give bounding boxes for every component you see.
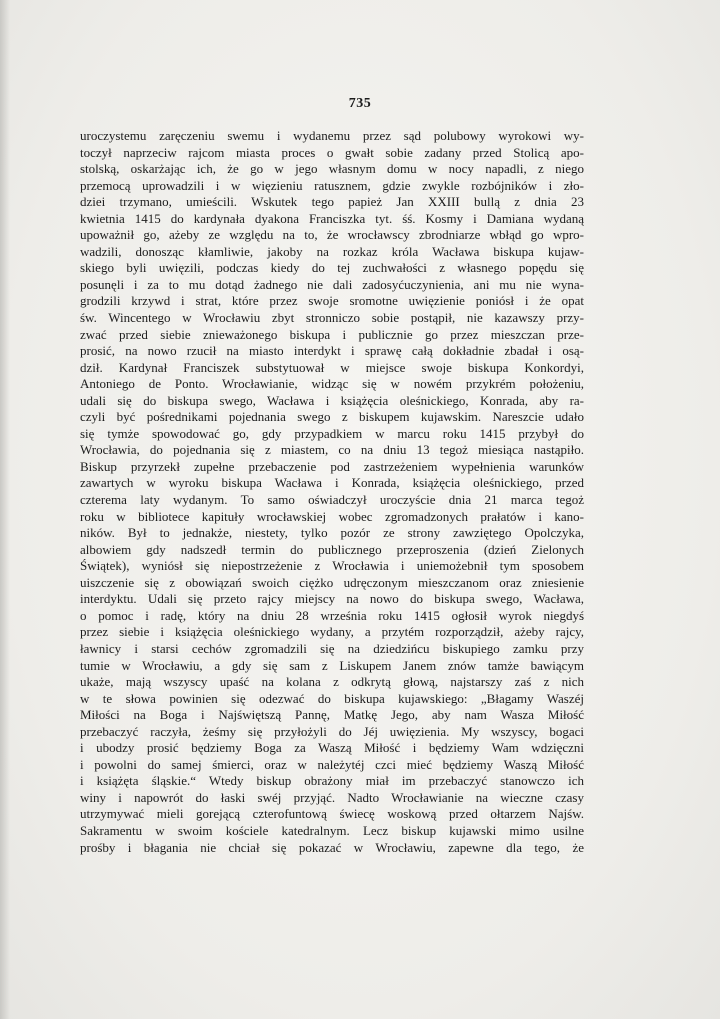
text-line: ławnicy i starsi cechów zgromadzili się na dziedzińcu biskupiego zamku przy <box>80 640 584 656</box>
text-line: ukaże, mają wszyscy upaść na kolana z odkrytą głową, najstarszy zaś z nich <box>80 674 584 690</box>
text-line: Świątek), wyniósł się niepostrzeżenie z Wrocławia i uniemożebnił tym sposobem <box>80 558 584 574</box>
text-line: roku w bibliotece kapituły wrocławskiej wobec zgromadzonych prałatów i kano- <box>80 508 584 524</box>
text-line: interdyktu. Udali się przeto rajcy miejscy na nowo do biskupa swego, Wacława, <box>80 591 584 607</box>
text-line: zwać przed siebie znieważonego biskupa i publicznie go przez mieszczan prze- <box>80 326 584 342</box>
text-line: czterema laty wydanym. To samo oświadczył uroczyście dnia 21 marca tegoż <box>80 492 584 508</box>
text-line: się tymże spowodować go, gdy przypadkiem w marcu roku 1415 przybył do <box>80 425 584 441</box>
text-line: albowiem gdy nadszedł termin do publicznego przeproszenia (dzień Zielonych <box>80 541 584 557</box>
text-line: Antoniego de Ponto. Wrocławianie, widząc się w nowém przykrém położeniu, <box>80 376 584 392</box>
text-line: dził. Kardynał Franciszek substytuował w miejsce swoje biskupa Konkordyi, <box>80 359 584 375</box>
text-line: prosić, na nowo rzucił na miasto interdykt i sprawę całą dokładnie zbadał i osą- <box>80 343 584 359</box>
text-line: dziei trzymano, umieścili. Wskutek tego papież Jan XXIII bullą z dnia 23 <box>80 194 584 210</box>
text-line: skiego byli uwięzili, podczas kiedy do tej zuchwałości z własnego popędu się <box>80 260 584 276</box>
text-line: Miłości na Boga i Najświętszą Pannę, Matkę Jego, aby nam Wasza Miłość <box>80 707 584 723</box>
text-line: o pomoc i radę, który na dniu 28 września roku 1415 ogłosił wyrok niegdyś <box>80 607 584 623</box>
text-line: Sakramentu w swoim kościele katedralnym. Lecz biskup kujawski mimo usilne <box>80 822 584 838</box>
text-line: Biskup przyrzekł zupełne przebaczenie pod zastrzeżeniem wypełnienia warunków <box>80 458 584 474</box>
text-line: Wrocławia, do pojednania się z miastem, co na dniu 13 tegoż miesiąca nastąpiło. <box>80 442 584 458</box>
text-line: czyli być pośrednikami pojednania swego z biskupem kujawskim. Nareszcie udało <box>80 409 584 425</box>
text-line: i ubodzy prosić będziemy Boga za Waszą Miłość i będziemy Wam wdzięczni <box>80 740 584 756</box>
text-line: ników. Był to jednakże, niestety, tylko pozór ze strony zawziętego Opolczyka, <box>80 525 584 541</box>
text-line: upoważnił go, ażeby ze względu na to, że wrocławscy zbrodniarze wbłąd go wpro- <box>80 227 584 243</box>
text-line: i książęta śląskie.“ Wtedy biskup obrażony miał im przebaczyć stanowczo ich <box>80 773 584 789</box>
text-line: św. Wincentego w Wrocławiu zbyt stronniczo sobie postąpił, nie kazawszy przy- <box>80 310 584 326</box>
text-line: tumie w Wrocławiu, a gdy się sam z Liskupem Janem znów tamże bawiącym <box>80 657 584 673</box>
text-line: stolską, oskarżając ich, że go w jego własnym domu w nocy napadli, z niego <box>80 161 584 177</box>
text-line: przez siebie i książęcia oleśnickiego wydany, a przytém rozporządził, ażeby rajcy, <box>80 624 584 640</box>
page-gutter-shadow <box>0 0 10 1019</box>
text-line: toczył naprzeciw rajcom miasta proces o gwałt sobie zadany przed Stolicą apo- <box>80 144 584 160</box>
text-line: utrzymywać mieli gorejącą czterofuntową świecę woskową przed ołtarzem Najśw. <box>80 806 584 822</box>
page-number: 735 <box>348 96 372 111</box>
text-line: winy i napowrót do łaski swéj przyjąć. Nadto Wrocławianie na wieczne czasy <box>80 789 584 805</box>
text-line: i powolni do samej śmierci, oraz w należytéj czci mieć będziemy Waszą Miłość <box>80 756 584 772</box>
text-line: przemocą uprowadzili i w więzieniu ratusznem, gdzie zwykle rozbójników i zło- <box>80 177 584 193</box>
text-line: zawartych w wyroku biskupa Wacława i Konrada, książęcia oleśnickiego, przed <box>80 475 584 491</box>
text-line: grodzili krzywd i strat, które przez swoje sromotne uwięzienie poniósł i że opat <box>80 293 584 309</box>
text-line: w te słowa powinien się odezwać do biskupa kujawskiego: „Błagamy Waszéj <box>80 690 584 706</box>
text-line: prośby i błagania nie chciał się pokazać w Wrocławiu, zapewne dla tego, że <box>80 839 584 855</box>
text-line: posunęli i za to mu dotąd żadnego nie dali zadosyćuczynienia, ani mu nie wyna- <box>80 276 584 292</box>
text-line: udali się do biskupa swego, Wacława i książęcia oleśnickiego, Konrada, aby ra- <box>80 392 584 408</box>
text-line: uroczystemu zaręczeniu swemu i wydanemu przez sąd polubowy wyrokowi wy- <box>80 128 584 143</box>
body-text <box>80 128 584 856</box>
text-line: wadzili, donosząc kłamliwie, jakoby na rozkaz króla Wacława biskupa kujaw- <box>80 243 584 259</box>
text-line: kwietnia 1415 do kardynała dyakona Franciszka tyt. śś. Kosmy i Damiana wydaną <box>80 210 584 226</box>
text-line: uiszczenie się z obowiązań swoich ciężko udręczonym mieszczanom oraz zniesienie <box>80 574 584 590</box>
text-line: przebaczyć raczyła, żeśmy się przyłożyli do Jéj uwięzienia. My wszyscy, bogaci <box>80 723 584 739</box>
